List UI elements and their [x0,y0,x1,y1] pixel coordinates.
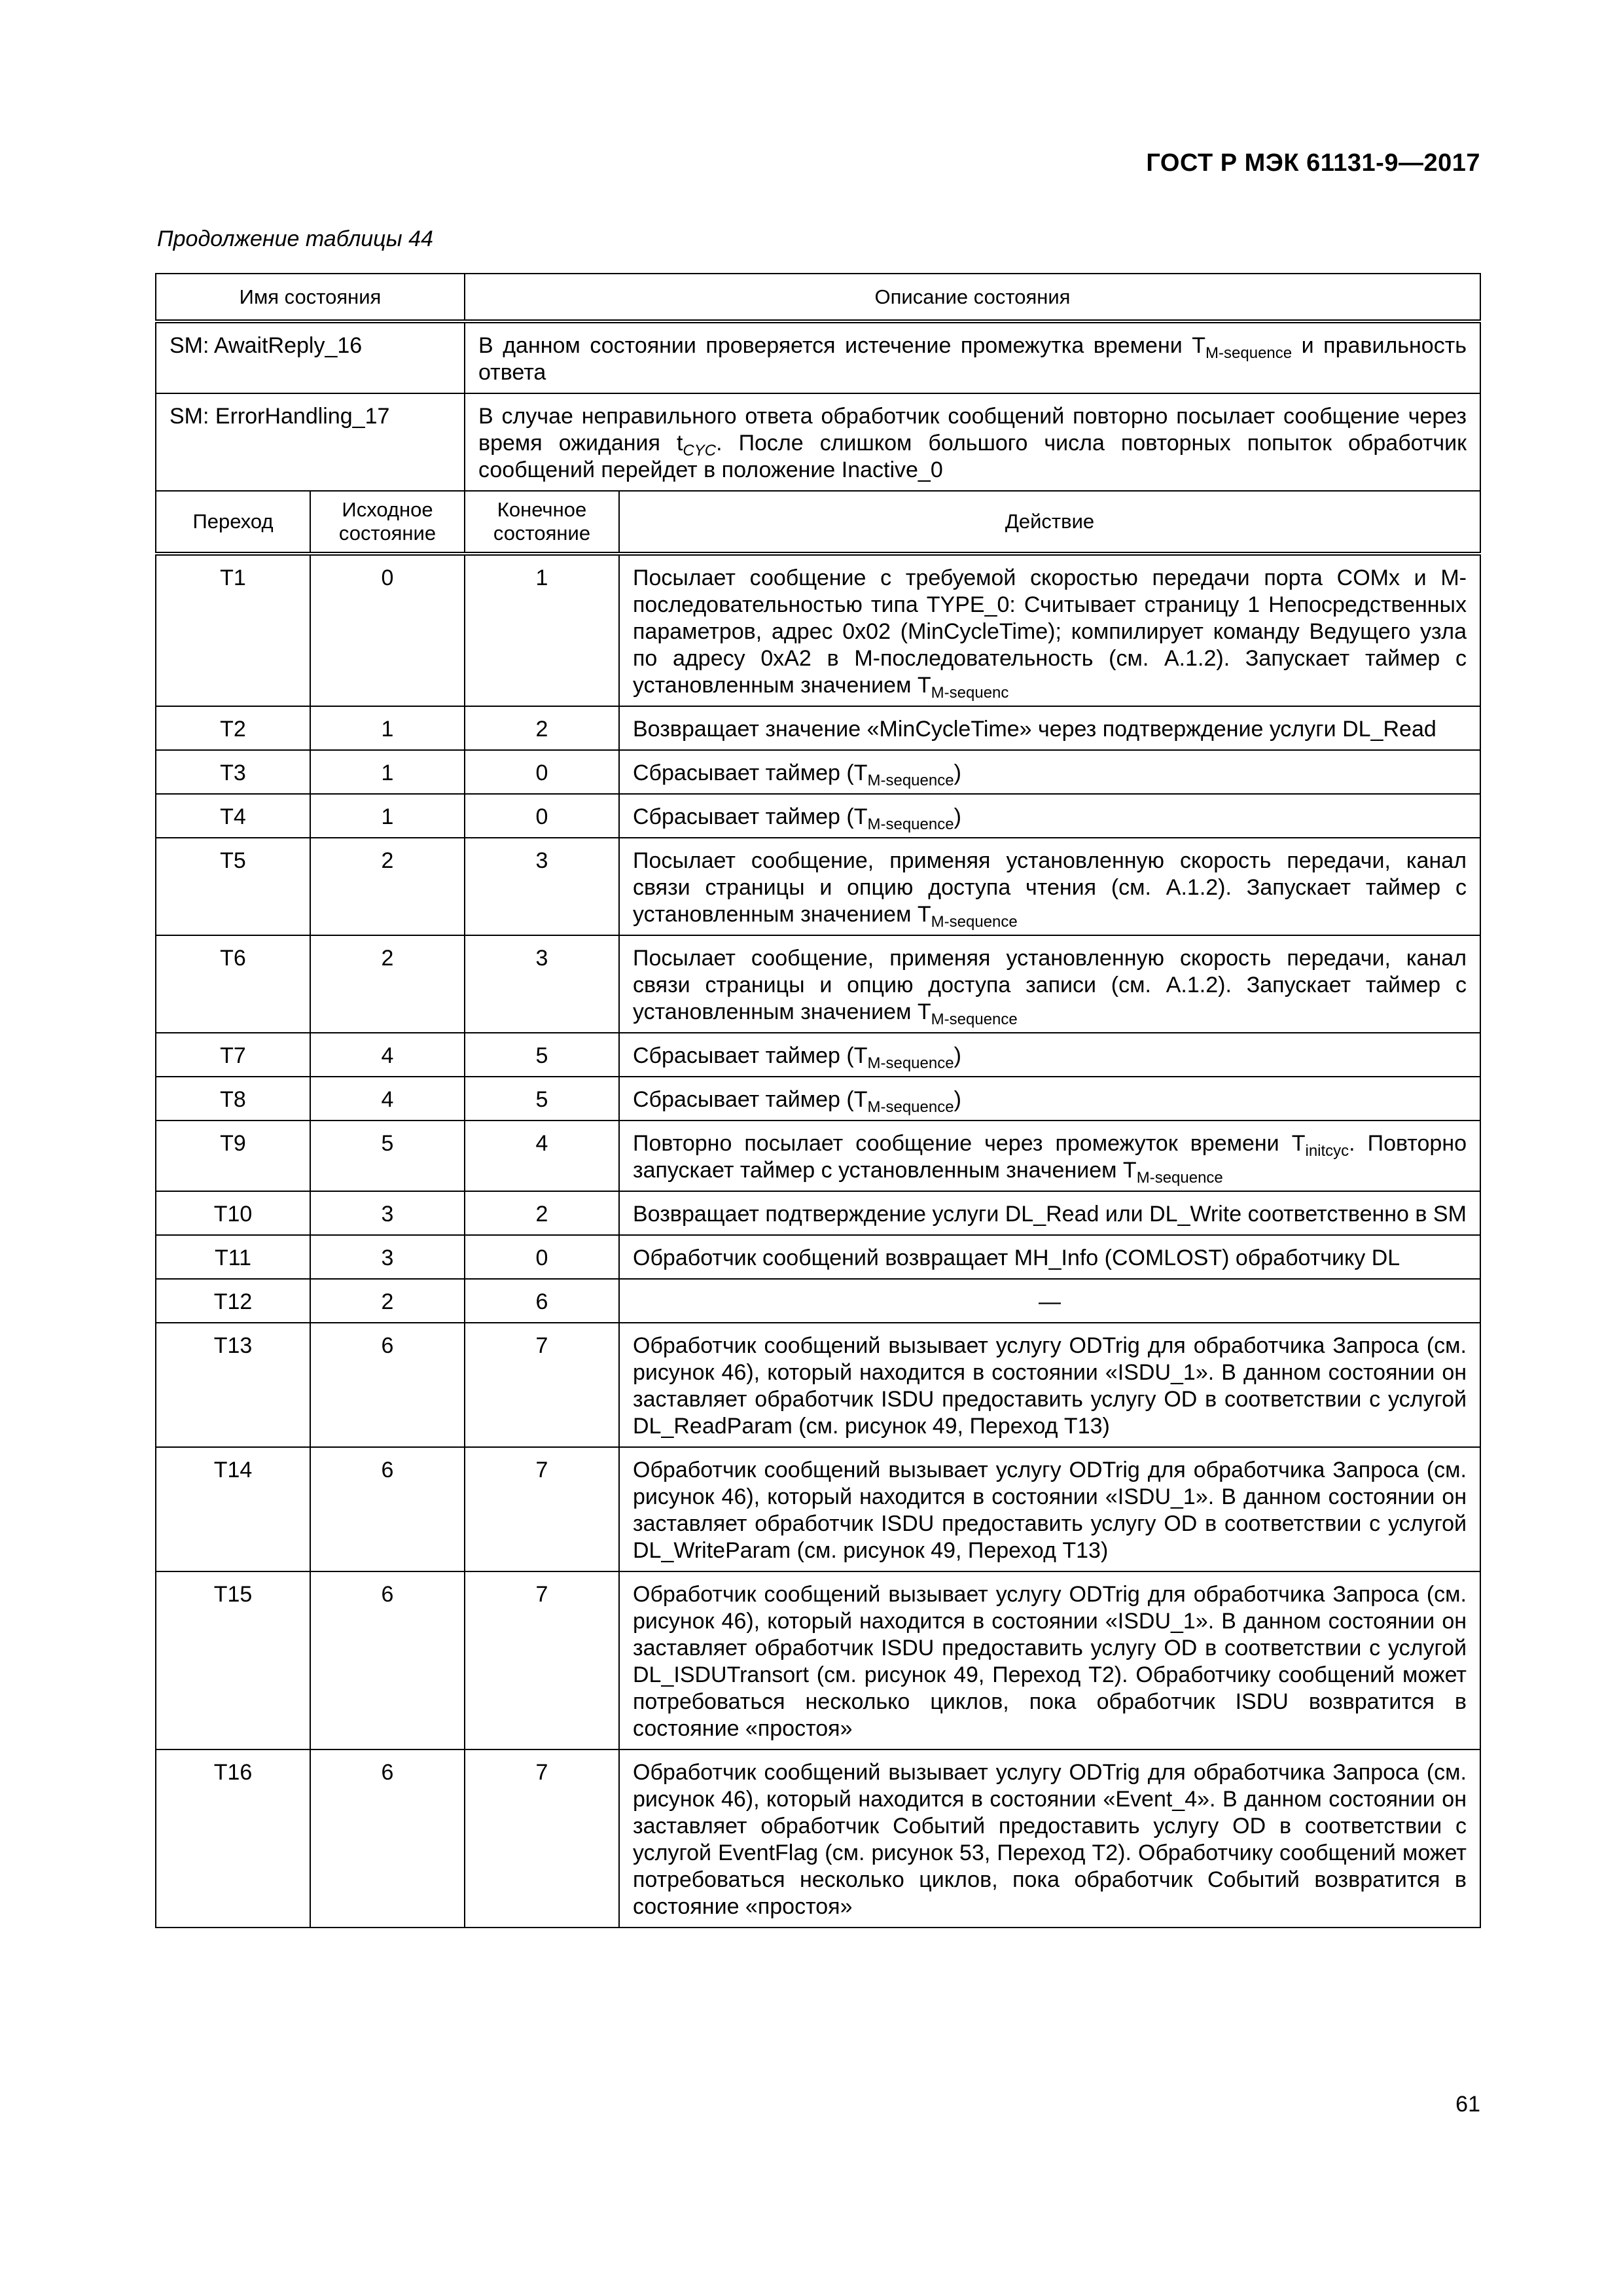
source-state-cell: 5 [310,1121,465,1191]
target-state-cell: 0 [465,750,619,794]
transition-id-cell: T10 [156,1191,310,1235]
target-state-cell: 1 [465,554,619,706]
action-cell: Возвращает значение «MinCycleTime» через подтверждение услуги DL_Read [619,706,1480,750]
transition-id-cell: T9 [156,1121,310,1191]
table-row [156,1121,1480,1191]
target-state-cell: 0 [465,1235,619,1279]
table-row [156,1279,1480,1323]
action-cell: Обработчик сообщений вызывает услугу ODTrig для обработчика Запроса (см. рисунок 46), который находится в состоянии «ISDU_1». В данном состоянии он заставляет обработчик ISDU предоставить услугу OD в соответствии с услугой DL_ReadParam (см. рисунок 49, Переход T13) [619,1323,1480,1447]
target-state-cell: 7 [465,1749,619,1928]
action-cell: Сбрасывает таймер $(T_{M-sequence})$ [619,1077,1480,1121]
table-caption: Продолжение таблицы 44 [157,226,433,251]
transition-header: Переход [156,491,310,554]
target-state-cell: 2 [465,706,619,750]
transition-id-cell: T14 [156,1447,310,1571]
source-state-cell: 3 [310,1235,465,1279]
transition-id-cell: T15 [156,1571,310,1749]
table-row [156,1749,1480,1928]
action-cell: Посылает сообщение, применяя установленную скорость передачи, канал связи страницы и опцию доступа записи (см. A.1.2). Запускает таймер с установленным значением $T_{M-sequence}$ [619,935,1480,1033]
transition-id-cell: T16 [156,1749,310,1928]
transition-id-cell: T6 [156,935,310,1033]
target-state-cell: 3 [465,935,619,1033]
table-row [156,935,1480,1033]
source-state-cell: 6 [310,1323,465,1447]
table-row [156,1077,1480,1121]
action-cell: Обработчик сообщений возвращает MH_Info (COMLOST) обработчику DL [619,1235,1480,1279]
transition-id-cell: T7 [156,1033,310,1077]
transition-id-cell: T8 [156,1077,310,1121]
transition-id-cell: T5 [156,838,310,935]
states-transitions-table [155,273,1481,1928]
state-row [156,321,1480,393]
table-row [156,1447,1480,1571]
target-state-cell: 6 [465,1279,619,1323]
table-row [156,838,1480,935]
source-state-header: Исходное состояние [310,491,465,554]
source-state-cell: 2 [310,838,465,935]
table-row [156,794,1480,838]
state-description-cell: В данном состоянии проверяется истечение промежутка времени $T_{M-sequence}$ и правильность ответа [465,321,1480,393]
transition-id-cell: T13 [156,1323,310,1447]
action-cell: Сбрасывает таймер $(T_{M-sequence})$ [619,1033,1480,1077]
source-state-cell: 1 [310,706,465,750]
action-cell: — [619,1279,1480,1323]
state-header-row [156,274,1480,321]
state-name-cell: SM: AwaitReply_16 [156,321,465,393]
table-row [156,1323,1480,1447]
table-row [156,1191,1480,1235]
target-state-cell: 3 [465,838,619,935]
state-row [156,393,1480,491]
target-state-cell: 4 [465,1121,619,1191]
target-state-cell: 2 [465,1191,619,1235]
document-id-header: ГОСТ Р МЭК 61131-9—2017 [1146,149,1480,177]
action-cell: Сбрасывает таймер $(T_{M-sequence})$ [619,750,1480,794]
source-state-cell: 1 [310,750,465,794]
state-name-cell: SM: ErrorHandling_17 [156,393,465,491]
source-state-cell: 1 [310,794,465,838]
page-number: 61 [1455,2092,1480,2117]
source-state-cell: 4 [310,1077,465,1121]
action-cell: Сбрасывает таймер $(T_{M-sequence})$ [619,794,1480,838]
table-row [156,706,1480,750]
action-cell: Посылает сообщение с требуемой скоростью передачи порта COMx и M-последовательностью типа TYPE_0: Считывает страницу 1 Непосредственных параметров, адрес 0x02 (MinCycleTime); компилирует команду Ведущего узла по адресу 0xA2 в M-последовательность (см. A.1.2). Запускает таймер с установленным значением $T_{M-sequenc}$ [619,554,1480,706]
source-state-cell: 6 [310,1447,465,1571]
target-state-cell: 5 [465,1033,619,1077]
state-name-header: Имя состояния [156,274,465,321]
source-state-cell: 6 [310,1749,465,1928]
source-state-cell: 6 [310,1571,465,1749]
source-state-cell: 2 [310,1279,465,1323]
action-cell: Повторно посылает сообщение через промежуток времени $T_{initcyc}$. Повторно запускает таймер с установленным значением $T_{M-sequence}$ [619,1121,1480,1191]
target-state-cell: 0 [465,794,619,838]
state-description-header: Описание состояния [465,274,1480,321]
source-state-cell: 4 [310,1033,465,1077]
target-state-cell: 7 [465,1571,619,1749]
transition-id-cell: T11 [156,1235,310,1279]
table-row [156,1571,1480,1749]
transition-id-cell: T1 [156,554,310,706]
table-row [156,750,1480,794]
source-state-cell: 0 [310,554,465,706]
target-state-cell: 7 [465,1323,619,1447]
action-cell: Обработчик сообщений вызывает услугу ODTrig для обработчика Запроса (см. рисунок 46), который находится в состоянии «ISDU_1». В данном состоянии он заставляет обработчик ISDU предоставить услугу OD в соответствии с услугой DL_WriteParam (см. рисунок 49, Переход T13) [619,1447,1480,1571]
source-state-cell: 2 [310,935,465,1033]
table-row [156,1033,1480,1077]
transition-id-cell: T3 [156,750,310,794]
action-cell: Обработчик сообщений вызывает услугу ODTrig для обработчика Запроса (см. рисунок 46), который находится в состоянии «Event_4». В данном состоянии он заставляет обработчик Событий предоставить услугу OD в соответствии с услугой EventFlag (см. рисунок 53, Переход T2). Обработчику сообщений может потребоваться несколько циклов, пока обработчик Событий возвратится в состояние «простоя» [619,1749,1480,1928]
source-state-cell: 3 [310,1191,465,1235]
transition-header-row [156,491,1480,554]
target-state-cell: 7 [465,1447,619,1571]
transition-id-cell: T4 [156,794,310,838]
target-state-cell: 5 [465,1077,619,1121]
action-cell: Посылает сообщение, применяя установленную скорость передачи, канал связи страницы и опцию доступа чтения (см. A.1.2). Запускает таймер с установленным значением $T_{M-sequence}$ [619,838,1480,935]
action-cell: Возвращает подтверждение услуги DL_Read или DL_Write соответственно в SM [619,1191,1480,1235]
transition-id-cell: T12 [156,1279,310,1323]
table-row [156,554,1480,706]
action-header: Действие [619,491,1480,554]
transition-id-cell: T2 [156,706,310,750]
target-state-header: Конечное состояние [465,491,619,554]
action-cell: Обработчик сообщений вызывает услугу ODTrig для обработчика Запроса (см. рисунок 46), который находится в состоянии «ISDU_1». В данном состоянии он заставляет обработчик ISDU предоставить услугу OD в соответствии с услугой DL_ISDUTransort (см. рисунок 49, Переход T2). Обработчику сообщений может потребоваться несколько циклов, пока обработчик ISDU возвратится в состояние «простоя» [619,1571,1480,1749]
table-row [156,1235,1480,1279]
state-description-cell: В случае неправильного ответа обработчик сообщений повторно посылает сообщение через время ожидания $t_{CYC}$. После слишком большого числа повторных попыток обработчик сообщений перейдет в положение Inactive_0 [465,393,1480,491]
